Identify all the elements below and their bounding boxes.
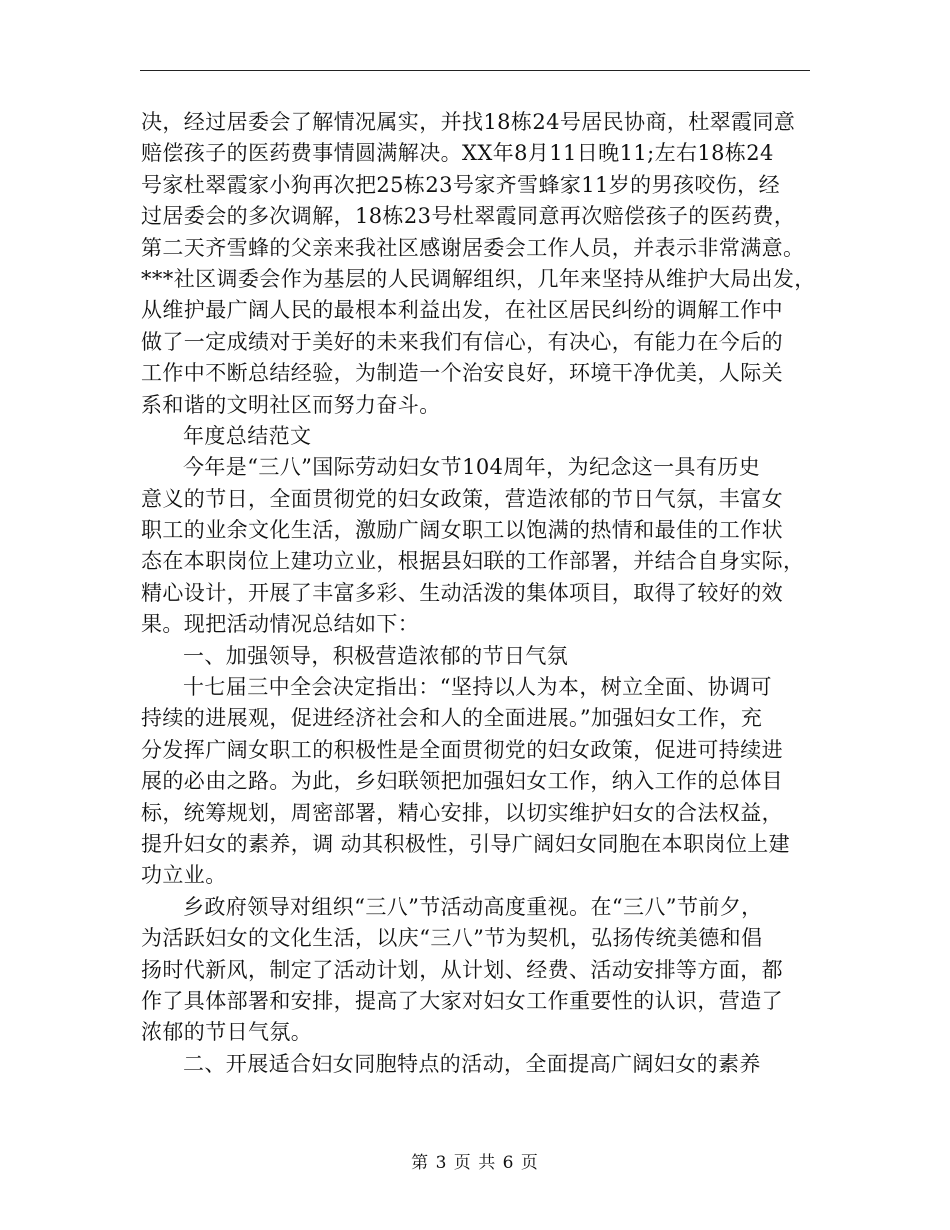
text-line: 十七届三中全会决定指出：“坚持以人为本，树立全面、协调可 — [183, 675, 772, 700]
text-line: 从维护最广阔人民的最根本利益出发，在社区居民纠纷的调解工作中 — [141, 298, 783, 323]
text-line: 为活跃妇女的文化生活，以庆“三八”节为契机，弘扬传统美德和倡 — [141, 926, 763, 951]
text-line: 做了一定成绩对于美好的未来我们有信心，有决心，有能力在今后的 — [141, 329, 783, 354]
page-number-label: 第 3 页 共 6 页 — [411, 1153, 539, 1173]
text-line: 决，经过居委会了解情况属实，并找18栋24号居民协商，杜翠霞同意 — [141, 110, 796, 134]
text-line: 精心设计，开展了丰富多彩、生动活泼的集体项目，取得了较好的效 — [141, 580, 783, 605]
document-body — [141, 107, 821, 1080]
text-line: 展的必由之路。为此，乡妇联领把加强妇女工作，纳入工作的总体目 — [141, 769, 783, 794]
text-line: 过居委会的多次调解，18栋23号杜翠霞同意再次赔偿孩子的医药费， — [141, 204, 796, 229]
text-line: 赔偿孩子的医药费事情圆满解决。XX年8月11日晚11;左右18栋24 — [141, 141, 774, 166]
header-rule — [140, 70, 810, 71]
text-line: ***社区调委会作为基层的人民调解组织，几年来坚持从维护大局出发， — [141, 266, 816, 291]
text-line: 浓郁的节日气氛。 — [141, 1020, 313, 1045]
text-line: 年度总结范文 — [183, 423, 312, 448]
page-footer — [0, 1151, 950, 1175]
text-line: 二、开展适合妇女同胞特点的活动，全面提高广阔妇女的素养 — [183, 1051, 761, 1076]
text-line: 第二天齐雪蜂的父亲来我社区感谢居委会工作人员，并表示非常满意。 — [141, 235, 805, 260]
text-line: 提升妇女的素养，调 动其积极性，引导广阔妇女同胞在本职岗位上建 — [141, 831, 791, 856]
text-line: 功立业。 — [141, 863, 227, 888]
text-line: 号家杜翠霞家小狗再次把25栋23号家齐雪蜂家11岁的男孩咬伤，经 — [141, 172, 780, 197]
text-line: 意义的节日，全面贯彻党的妇女政策，营造浓郁的节日气氛，丰富女 — [141, 486, 783, 511]
text-line: 今年是“三八”国际劳动妇女节104周年，为纪念这一具有历史 — [183, 455, 761, 480]
text-line: 分发挥广阔女职工的积极性是全面贯彻党的妇女政策，促进可持续进 — [141, 737, 783, 762]
text-line: 乡政府领导对组织“三八”节活动高度重视。在“三八”节前夕， — [183, 894, 763, 919]
text-line: 扬时代新风，制定了活动计划，从计划、经费、活动安排等方面，都 — [141, 957, 783, 982]
text-line: 果。现把活动情况总结如下： — [141, 612, 420, 637]
text-line: 系和谐的文明社区而努力奋斗。 — [141, 392, 441, 417]
text-line: 作了具体部署和安排，提高了大家对妇女工作重要性的认识，营造了 — [141, 988, 783, 1013]
text-line: 持续的进展观，促进经济社会和人的全面进展。”加强妇女工作，充 — [141, 706, 763, 731]
text-line: 一、加强领导，积极营造浓郁的节日气氛 — [183, 643, 569, 668]
text-line: 标，统筹规划，周密部署，精心安排，以切实维护妇女的合法权益， — [141, 800, 783, 825]
text-line: 职工的业余文化生活，激励广阔女职工以饱满的热情和最佳的工作状 — [141, 518, 783, 543]
text-line: 态在本职岗位上建功立业，根据县妇联的工作部署，并结合自身实际， — [141, 549, 805, 574]
text-line: 工作中不断总结经验，为制造一个治安良好，环境干净优美，人际关 — [141, 361, 783, 386]
